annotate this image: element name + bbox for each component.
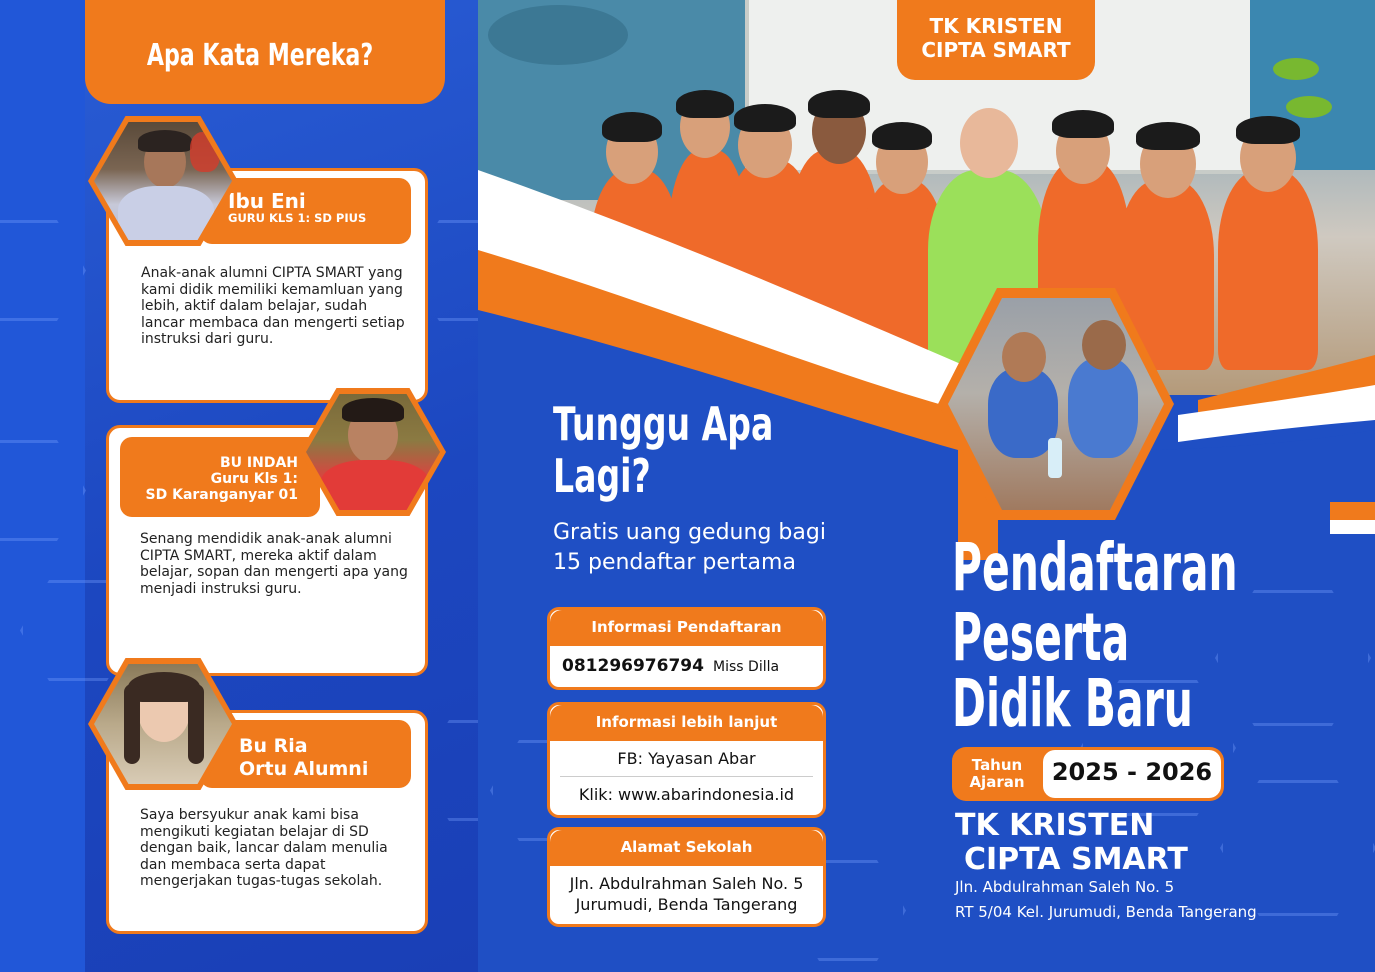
student-hair: [808, 90, 870, 118]
fish-decoration: [1273, 58, 1319, 80]
cover-title-line3: Didik Baru: [952, 665, 1193, 742]
testimonial-quote: Senang mendidik anak-anak alumni CIPTA SMART, mereka aktif dalam belajar, sopan dan mengerti apa yang menjadi instruksi guru.: [140, 531, 408, 597]
website-link[interactable]: Klik: www.abarindonesia.id: [578, 785, 795, 804]
address-line1: Jln. Abdulrahman Saleh No. 5: [569, 874, 804, 893]
registration-contact: Miss Dilla: [713, 659, 780, 675]
hexagon-decoration: [1220, 780, 1375, 916]
cta-headline-line2: Lagi?: [553, 449, 651, 503]
more-info-box: [547, 702, 826, 818]
more-info-header: Informasi lebih lanjut: [550, 705, 823, 741]
testimonials-title: Apa Kata Mereka?: [146, 38, 374, 73]
testimonial-name: Bu Ria: [239, 735, 308, 757]
student-hair: [1136, 122, 1200, 150]
address-header: Alamat Sekolah: [550, 830, 823, 866]
student-hair: [602, 112, 662, 142]
cover-school-line2: CIPTA SMART: [964, 842, 1188, 877]
hexagon-decoration: [1215, 590, 1371, 726]
cover-school-line1: TK KRISTEN: [955, 808, 1155, 843]
address-line2: Jurumudi, Benda Tangerang: [575, 895, 798, 914]
cta-headline-line1: Tunggu Apa: [553, 397, 774, 451]
student-hair: [676, 90, 734, 118]
address-box: [547, 827, 826, 927]
student-hair: [1052, 110, 1114, 138]
registration-phone: 081296976794: [562, 656, 704, 676]
registration-info-header: Informasi Pendaftaran: [550, 610, 823, 646]
testimonial-name: Ibu Eni: [228, 189, 306, 213]
cta-offer-line2: 15 pendaftar pertama: [553, 550, 796, 575]
registration-info-box: [547, 607, 826, 690]
year-label-line1: Tahun: [971, 756, 1023, 774]
testimonial-school: SD Karanganyar 01: [145, 487, 298, 503]
student-hair: [734, 104, 796, 132]
testimonial-role: Guru Kls 1:: [210, 471, 298, 487]
cover-address-line1: Jln. Abdulrahman Saleh No. 5: [955, 878, 1175, 896]
year-label-line2: Ajaran: [969, 773, 1025, 791]
corner-accent: [1330, 520, 1375, 534]
hexagon-decoration: [420, 720, 478, 821]
testimonial-quote: Anak-anak alumni CIPTA SMART yang kami didik memiliki kemamluan yang lebih, aktif dalam belajar, sudah lancar membaca dan mengerti setiap instruksi dari guru.: [141, 265, 405, 347]
student-hair: [872, 122, 932, 150]
facebook-link[interactable]: FB: Yayasan Abar: [617, 749, 756, 768]
testimonial-role: Ortu Alumni: [239, 758, 369, 780]
cover-address-line2: RT 5/04 Kel. Jurumudi, Benda Tangerang: [955, 903, 1257, 921]
school-name-line1: TK KRISTEN: [929, 14, 1063, 38]
cta-offer-line1: Gratis uang gedung bagi: [553, 520, 826, 545]
fish-decoration: [488, 5, 628, 65]
cover-title-line1: Pendaftaran: [952, 529, 1238, 606]
cover-title-line2: Peserta: [952, 599, 1130, 676]
school-name-line2: CIPTA SMART: [921, 38, 1071, 62]
testimonial-quote: Saya bersyukur anak kami bisa mengikuti kegiatan belajar di SD dengan baik, lancar dalam menulia dan membaca serta dapat mengerjakan tugas-tugas sekolah.: [140, 807, 388, 889]
student-hair: [1236, 116, 1300, 144]
fish-decoration: [1286, 96, 1332, 118]
corner-accent: [1330, 502, 1375, 520]
testimonial-name: BU INDAH: [219, 455, 298, 471]
year-value: 2025 - 2026: [1051, 758, 1213, 786]
testimonial-role: GURU KLS 1: SD PIUS: [228, 211, 367, 225]
